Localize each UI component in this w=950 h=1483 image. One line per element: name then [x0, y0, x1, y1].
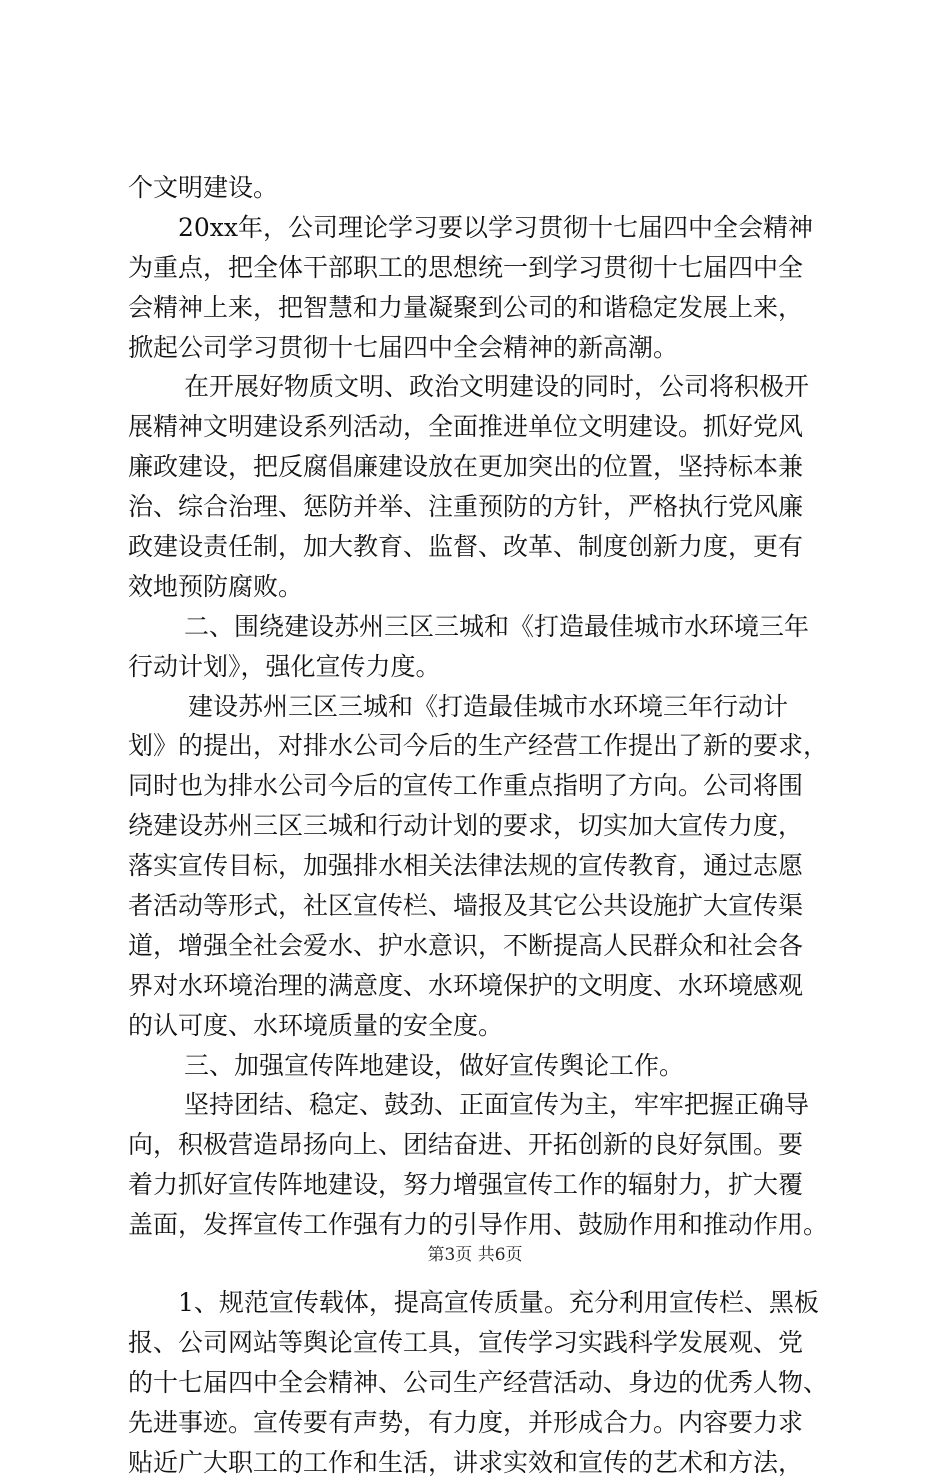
text-line: 的十七届四中全会精神、公司生产经营活动、身边的优秀人物、 [128, 1367, 829, 1397]
text-line: 盖面，发挥宣传工作强有力的引导作用、鼓励作用和推动作用。 [128, 1210, 829, 1240]
text-line: 坚持团结、稳定、鼓劲、正面宣传为主，牢牢把握正确导 [184, 1090, 810, 1120]
text-line: 者活动等形式，社区宣传栏、墙报及其它公共设施扩大宣传渠 [128, 891, 804, 921]
text-line: 的认可度、水环境质量的安全度。 [128, 1010, 504, 1040]
text-line: 划》的提出，对排水公司今后的生产经营工作提出了新的要求， [128, 731, 829, 761]
text-line: 绕建设苏州三区三城和行动计划的要求，切实加大宣传力度， [128, 811, 804, 841]
text-line: 向，积极营造昂扬向上、团结奋进、开拓创新的良好氛围。要 [128, 1130, 804, 1160]
text-line: 廉政建设，把反腐倡廉建设放在更加突出的位置，坚持标本兼 [128, 452, 804, 482]
text-line: 行动计划》，强化宣传力度。 [128, 651, 441, 681]
text-line: 20xx年，公司理论学习要以学习贯彻十七届四中全会精神 [178, 212, 814, 242]
text-line: 1、规范宣传载体，提高宣传质量。充分利用宣传栏、黑板 [178, 1288, 819, 1318]
text-line: 同时也为排水公司今后的宣传工作重点指明了方向。公司将围 [128, 771, 804, 801]
document-body [128, 168, 828, 1483]
text-line: 三、加强宣传阵地建设，做好宣传舆论工作。 [184, 1050, 685, 1080]
text-line: 在开展好物质文明、政治文明建设的同时，公司将积极开 [184, 372, 810, 402]
text-line: 个文明建设。 [128, 173, 279, 202]
text-line: 报、公司网站等舆论宣传工具，宣传学习实践科学发展观、党 [128, 1327, 804, 1357]
text-line: 落实宣传目标，加强排水相关法律法规的宣传教育，通过志愿 [128, 851, 804, 881]
text-line: 着力抓好宣传阵地建设，努力增强宣传工作的辐射力，扩大覆 [128, 1170, 804, 1200]
text-line: 建设苏州三区三城和《打造最佳城市水环境三年行动计 [188, 691, 789, 721]
text-line: 政建设责任制，加大教育、监督、改革、制度创新力度，更有 [128, 532, 804, 562]
text-line: 展精神文明建设系列活动，全面推进单位文明建设。抓好党风 [128, 412, 804, 442]
text-line: 治、综合治理、惩防并举、注重预防的方针，严格执行党风廉 [128, 492, 804, 522]
text-line: 界对水环境治理的满意度、水环境保护的文明度、水环境感观 [128, 970, 804, 1000]
text-line: 效地预防腐败。 [128, 571, 304, 601]
text-line: 先进事迹。宣传要有声势，有力度，并形成合力。内容要力求 [128, 1407, 804, 1437]
page-number-footer: 第3页 共6页 [427, 1245, 523, 1265]
text-line: 会精神上来，把智慧和力量凝聚到公司的和谐稳定发展上来， [128, 292, 804, 322]
text-line: 二、围绕建设苏州三区三城和《打造最佳城市水环境三年 [184, 611, 810, 641]
text-line: 贴近广大职工的工作和生活，讲求实效和宣传的艺术和方法， [128, 1447, 804, 1477]
text-line: 道，增强全社会爱水、护水意识，不断提高人民群众和社会各 [128, 930, 804, 960]
text-line: 为重点，把全体干部职工的思想统一到学习贯彻十七届四中全 [128, 252, 804, 282]
text-line: 掀起公司学习贯彻十七届四中全会精神的新高潮。 [128, 332, 679, 362]
